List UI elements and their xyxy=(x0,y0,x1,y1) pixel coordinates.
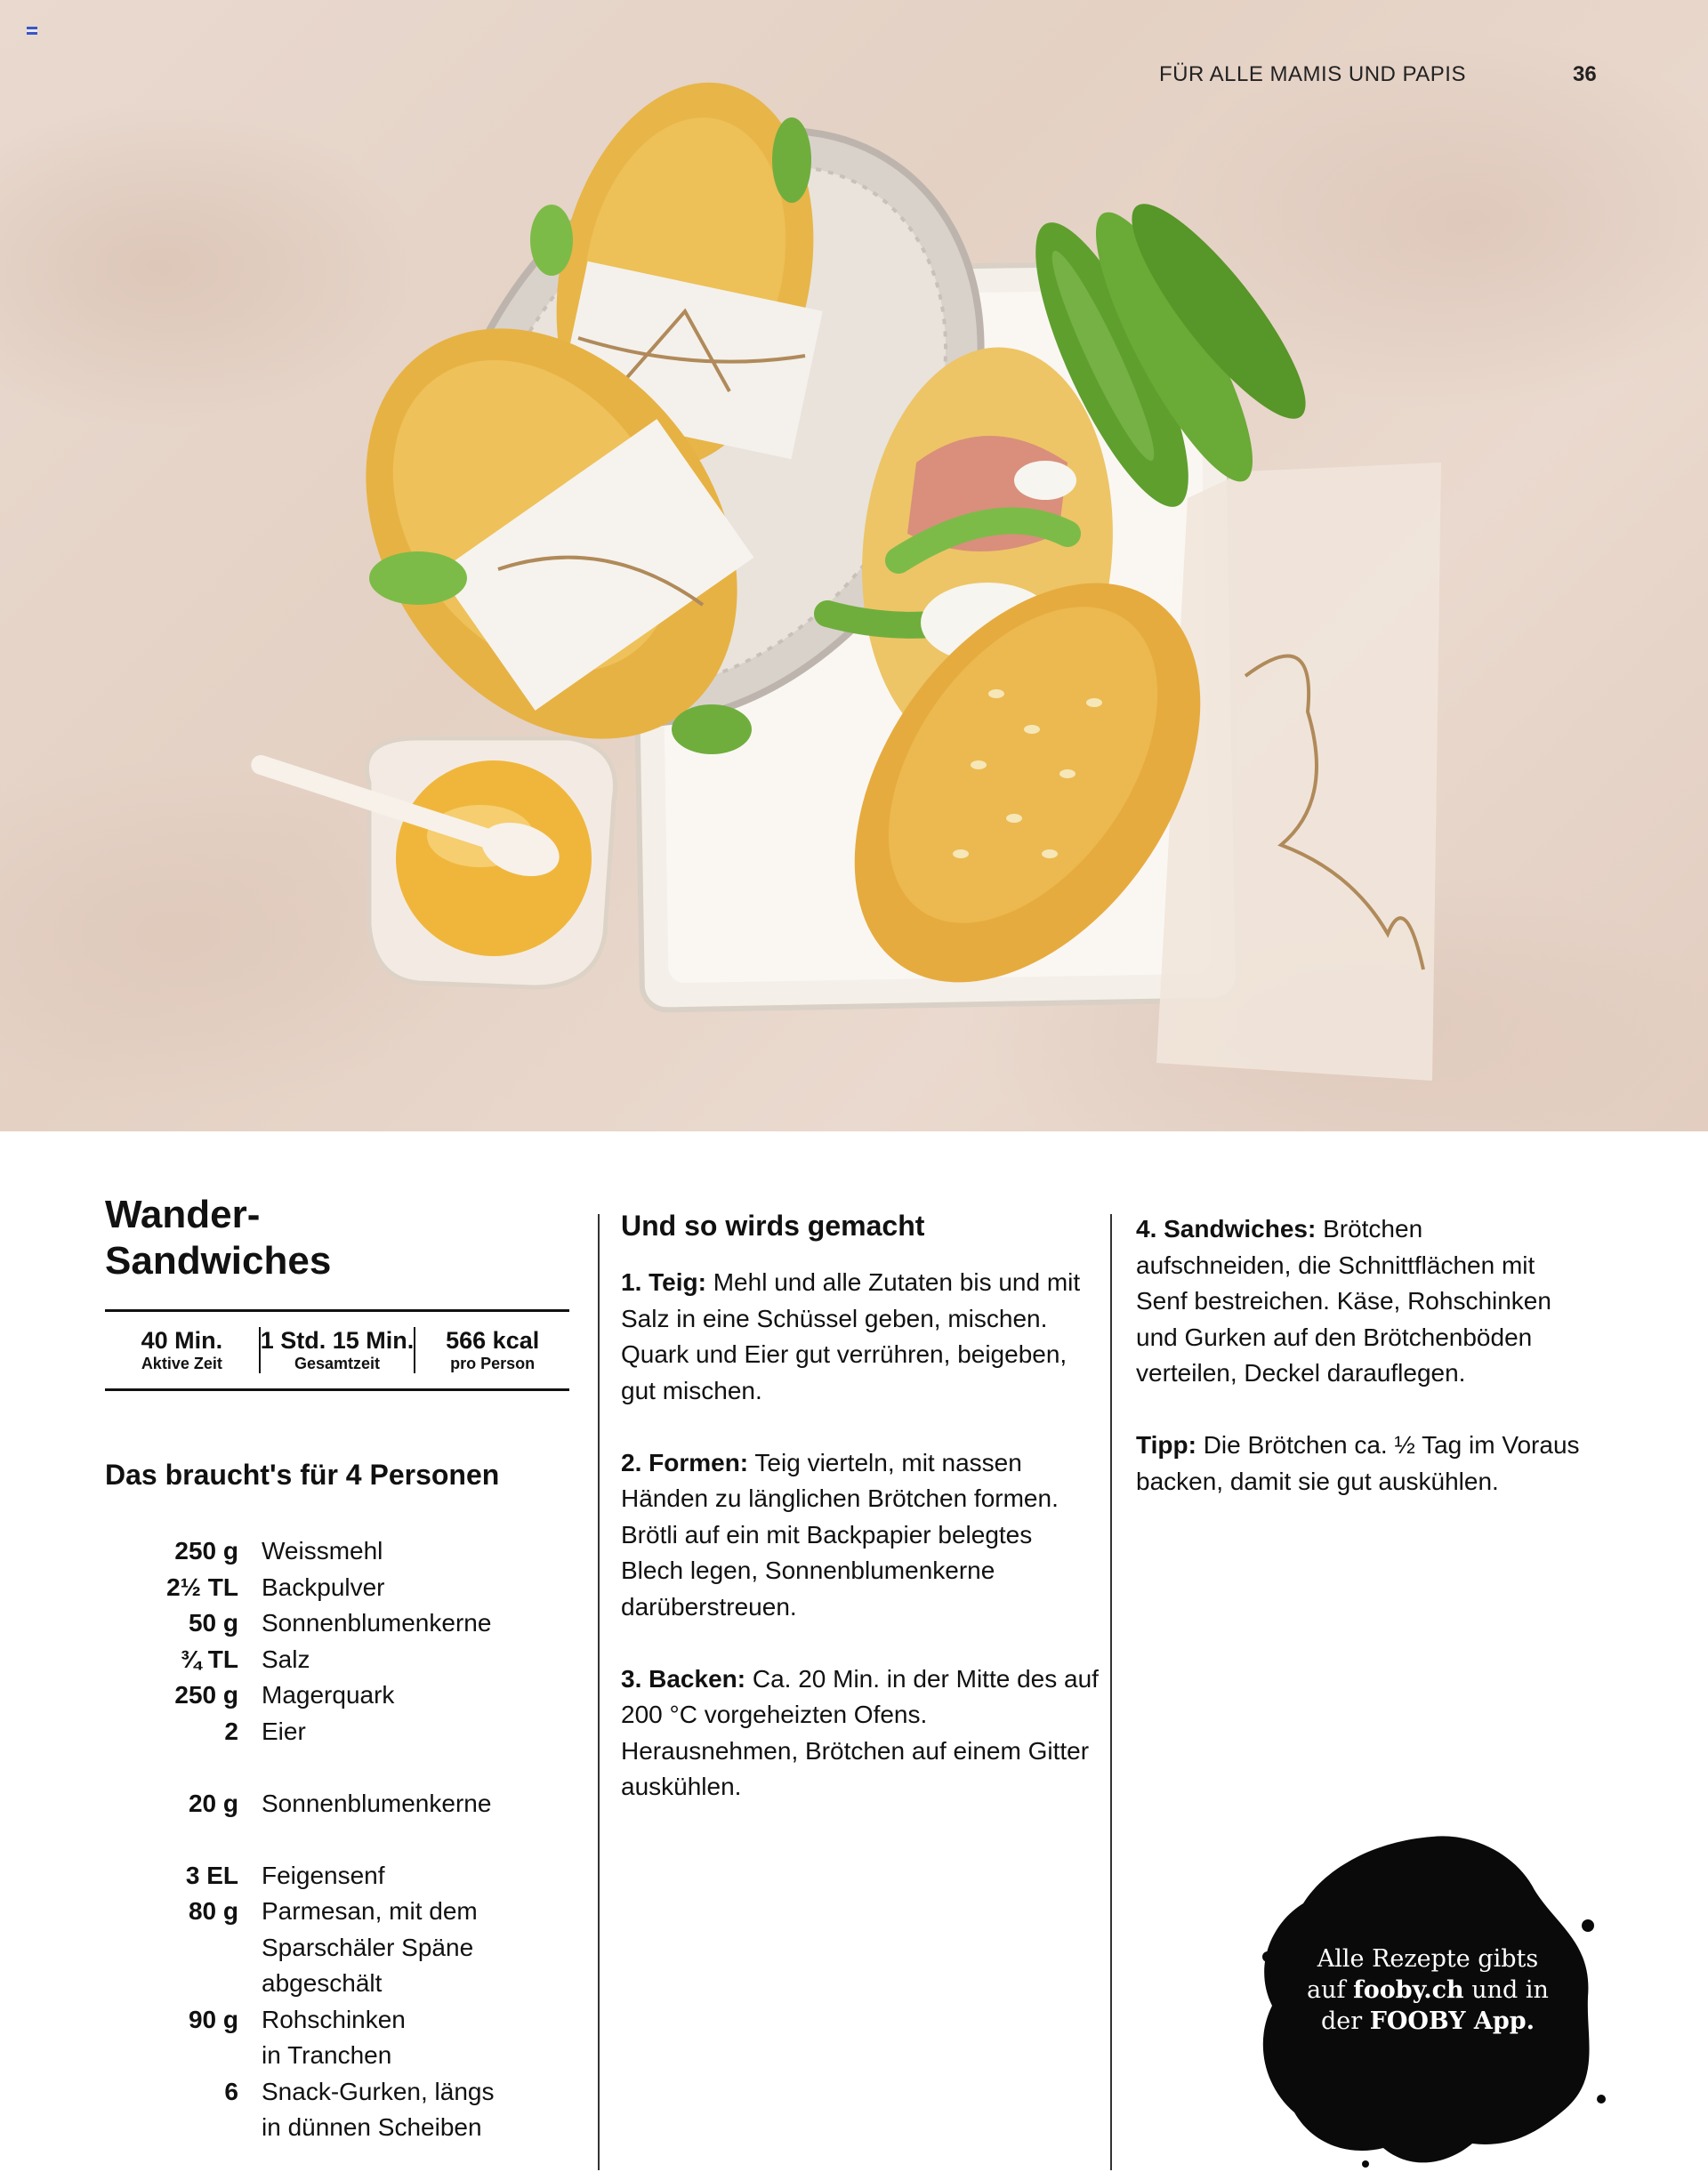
step-2 xyxy=(621,1445,1101,1626)
page-number: 36 xyxy=(1573,62,1597,86)
spacer xyxy=(105,1822,568,1858)
stat-label: Aktive Zeit xyxy=(141,1355,222,1372)
column-divider xyxy=(598,1214,600,2170)
step-text: Mehl und alle Zutaten bis und mit Salz in eine Schüssel geben, mischen. Quark und Eier gut verrühren, beigeben, gut mischen. xyxy=(621,1268,1081,1404)
napkin xyxy=(1156,463,1441,1081)
ingredient-row xyxy=(105,2074,568,2146)
title-line-2: Sandwiches xyxy=(105,1239,332,1283)
promo-line-2-prefix: auf xyxy=(1307,1976,1354,2004)
ingredient-name xyxy=(262,2074,568,2146)
running-head: FÜR ALLE MAMIS UND PAPIS xyxy=(1159,62,1466,86)
tip-label: Tipp: xyxy=(1136,1431,1196,1459)
recipe-stats xyxy=(105,1309,569,1391)
step-text: Brötchen aufschneiden, die Schnittflächen mit Senf bestreichen. Käse, Rohschinken und Gurken auf den Brötchenböden verteilen, Deckel darauflegen. xyxy=(1136,1215,1551,1387)
step-1 xyxy=(621,1265,1101,1409)
ingredient-name: Sonnenblumenkerne xyxy=(262,1609,492,1637)
promo-link-fooby[interactable]: fooby.ch xyxy=(1353,1976,1464,2004)
ingredient-qty: 50 g xyxy=(188,1609,238,1637)
ingredient-name: Sonnenblumenkerne xyxy=(262,1789,492,1817)
ingredient-qty: 250 g xyxy=(174,1681,238,1709)
method-heading: Und so wirds gemacht xyxy=(621,1210,925,1242)
stat-value: 1 Std. 15 Min. xyxy=(260,1327,415,1354)
ingredient-qty: ¾ TL xyxy=(180,1645,238,1673)
promo-text xyxy=(1281,1943,1575,2037)
ingredient-qty: 2 xyxy=(224,1717,238,1745)
stat-label: pro Person xyxy=(450,1355,536,1372)
spacer xyxy=(105,1750,568,1786)
step-3 xyxy=(621,1661,1101,1806)
ingredient-qty: 80 g xyxy=(188,1897,238,1925)
method-column xyxy=(621,1208,1101,1841)
stat-value: 566 kcal xyxy=(446,1327,540,1354)
flag-icon xyxy=(27,27,37,35)
ingredient-row xyxy=(105,1570,568,1606)
ingredient-name: Salz xyxy=(262,1645,310,1673)
ingredient-name-line: Rohschinken xyxy=(262,2005,406,2033)
ingredient-name-line: abgeschält xyxy=(262,1969,383,1997)
ingredient-name xyxy=(262,2002,568,2074)
stat-total-time xyxy=(259,1327,415,1373)
step-label: 2. Formen: xyxy=(621,1448,749,1476)
promo-line-3-prefix: der xyxy=(1320,2007,1370,2035)
ingredients-list xyxy=(105,1533,568,2146)
stat-label: Gesamtzeit xyxy=(294,1355,381,1372)
stat-value: 40 Min. xyxy=(141,1327,223,1354)
ingredient-qty: 3 EL xyxy=(185,1861,238,1889)
recipe-title xyxy=(105,1192,331,1284)
step-text: Teig vierteln, mit nassen Händen zu länglichen Brötchen formen. Brötli auf ein mit Backpapier belegtes Blech legen, Sonnenblumenkerne darüberstreuen. xyxy=(621,1448,1059,1621)
promo-line-2-suffix: und in xyxy=(1463,1976,1549,2004)
step-4 xyxy=(1136,1211,1581,1392)
stat-active-time xyxy=(105,1327,259,1373)
ingredient-name-line: Snack-Gurken, längs xyxy=(262,2077,495,2105)
ingredient-name xyxy=(262,1894,568,2002)
ingredient-row xyxy=(105,1786,568,1822)
ingredient-name: Eier xyxy=(262,1717,306,1745)
ingredients-heading: Das braucht's für 4 Personen xyxy=(105,1459,500,1491)
ingredient-name-line: Parmesan, mit dem xyxy=(262,1897,478,1925)
ingredient-qty: 2½ TL xyxy=(166,1573,238,1601)
ingredient-name-line: in Tranchen xyxy=(262,2041,392,2069)
step-label: 3. Backen: xyxy=(621,1664,746,1693)
ingredient-row xyxy=(105,1714,568,1750)
ingredient-row xyxy=(105,1533,568,1570)
ingredient-qty: 250 g xyxy=(174,1537,238,1565)
ingredient-name: Backpulver xyxy=(262,1573,385,1601)
ingredient-qty: 90 g xyxy=(188,2005,238,2033)
ingredient-qty: 6 xyxy=(224,2077,238,2105)
assembly-column xyxy=(1136,1211,1581,1536)
ingredient-name: Magerquark xyxy=(262,1681,395,1709)
tip-text: Die Brötchen ca. ½ Tag im Voraus backen, damit sie gut auskühlen. xyxy=(1136,1431,1580,1495)
ingredient-row xyxy=(105,1642,568,1678)
ingredient-row xyxy=(105,1605,568,1642)
column-divider xyxy=(1110,1214,1112,2170)
title-line-1: Wander- xyxy=(105,1193,261,1236)
step-label: 4. Sandwiches: xyxy=(1136,1215,1317,1243)
ingredient-name: Weissmehl xyxy=(262,1537,383,1565)
promo-app-name: FOOBY App. xyxy=(1369,2007,1535,2035)
honey-bowl xyxy=(248,738,615,987)
ingredient-row xyxy=(105,1677,568,1714)
step-text: Ca. 20 Min. in der Mitte des auf 200 °C vorgeheizten Ofens. Herausnehmen, Brötchen auf einem Gitter auskühlen. xyxy=(621,1664,1099,1800)
ingredient-name-line: in dünnen Scheiben xyxy=(262,2113,482,2141)
ingredient-name: Feigensenf xyxy=(262,1861,385,1889)
ingredient-qty: 20 g xyxy=(188,1789,238,1817)
step-label: 1. Teig: xyxy=(621,1268,706,1296)
ingredient-row xyxy=(105,1894,568,2002)
promo-line-1: Alle Rezepte gibts xyxy=(1317,1945,1539,1973)
tip xyxy=(1136,1428,1581,1500)
stat-calories xyxy=(414,1327,569,1373)
ingredient-name-line: Sparschäler Späne xyxy=(262,1933,474,1961)
ingredient-row xyxy=(105,1858,568,1894)
ingredient-row xyxy=(105,2002,568,2074)
